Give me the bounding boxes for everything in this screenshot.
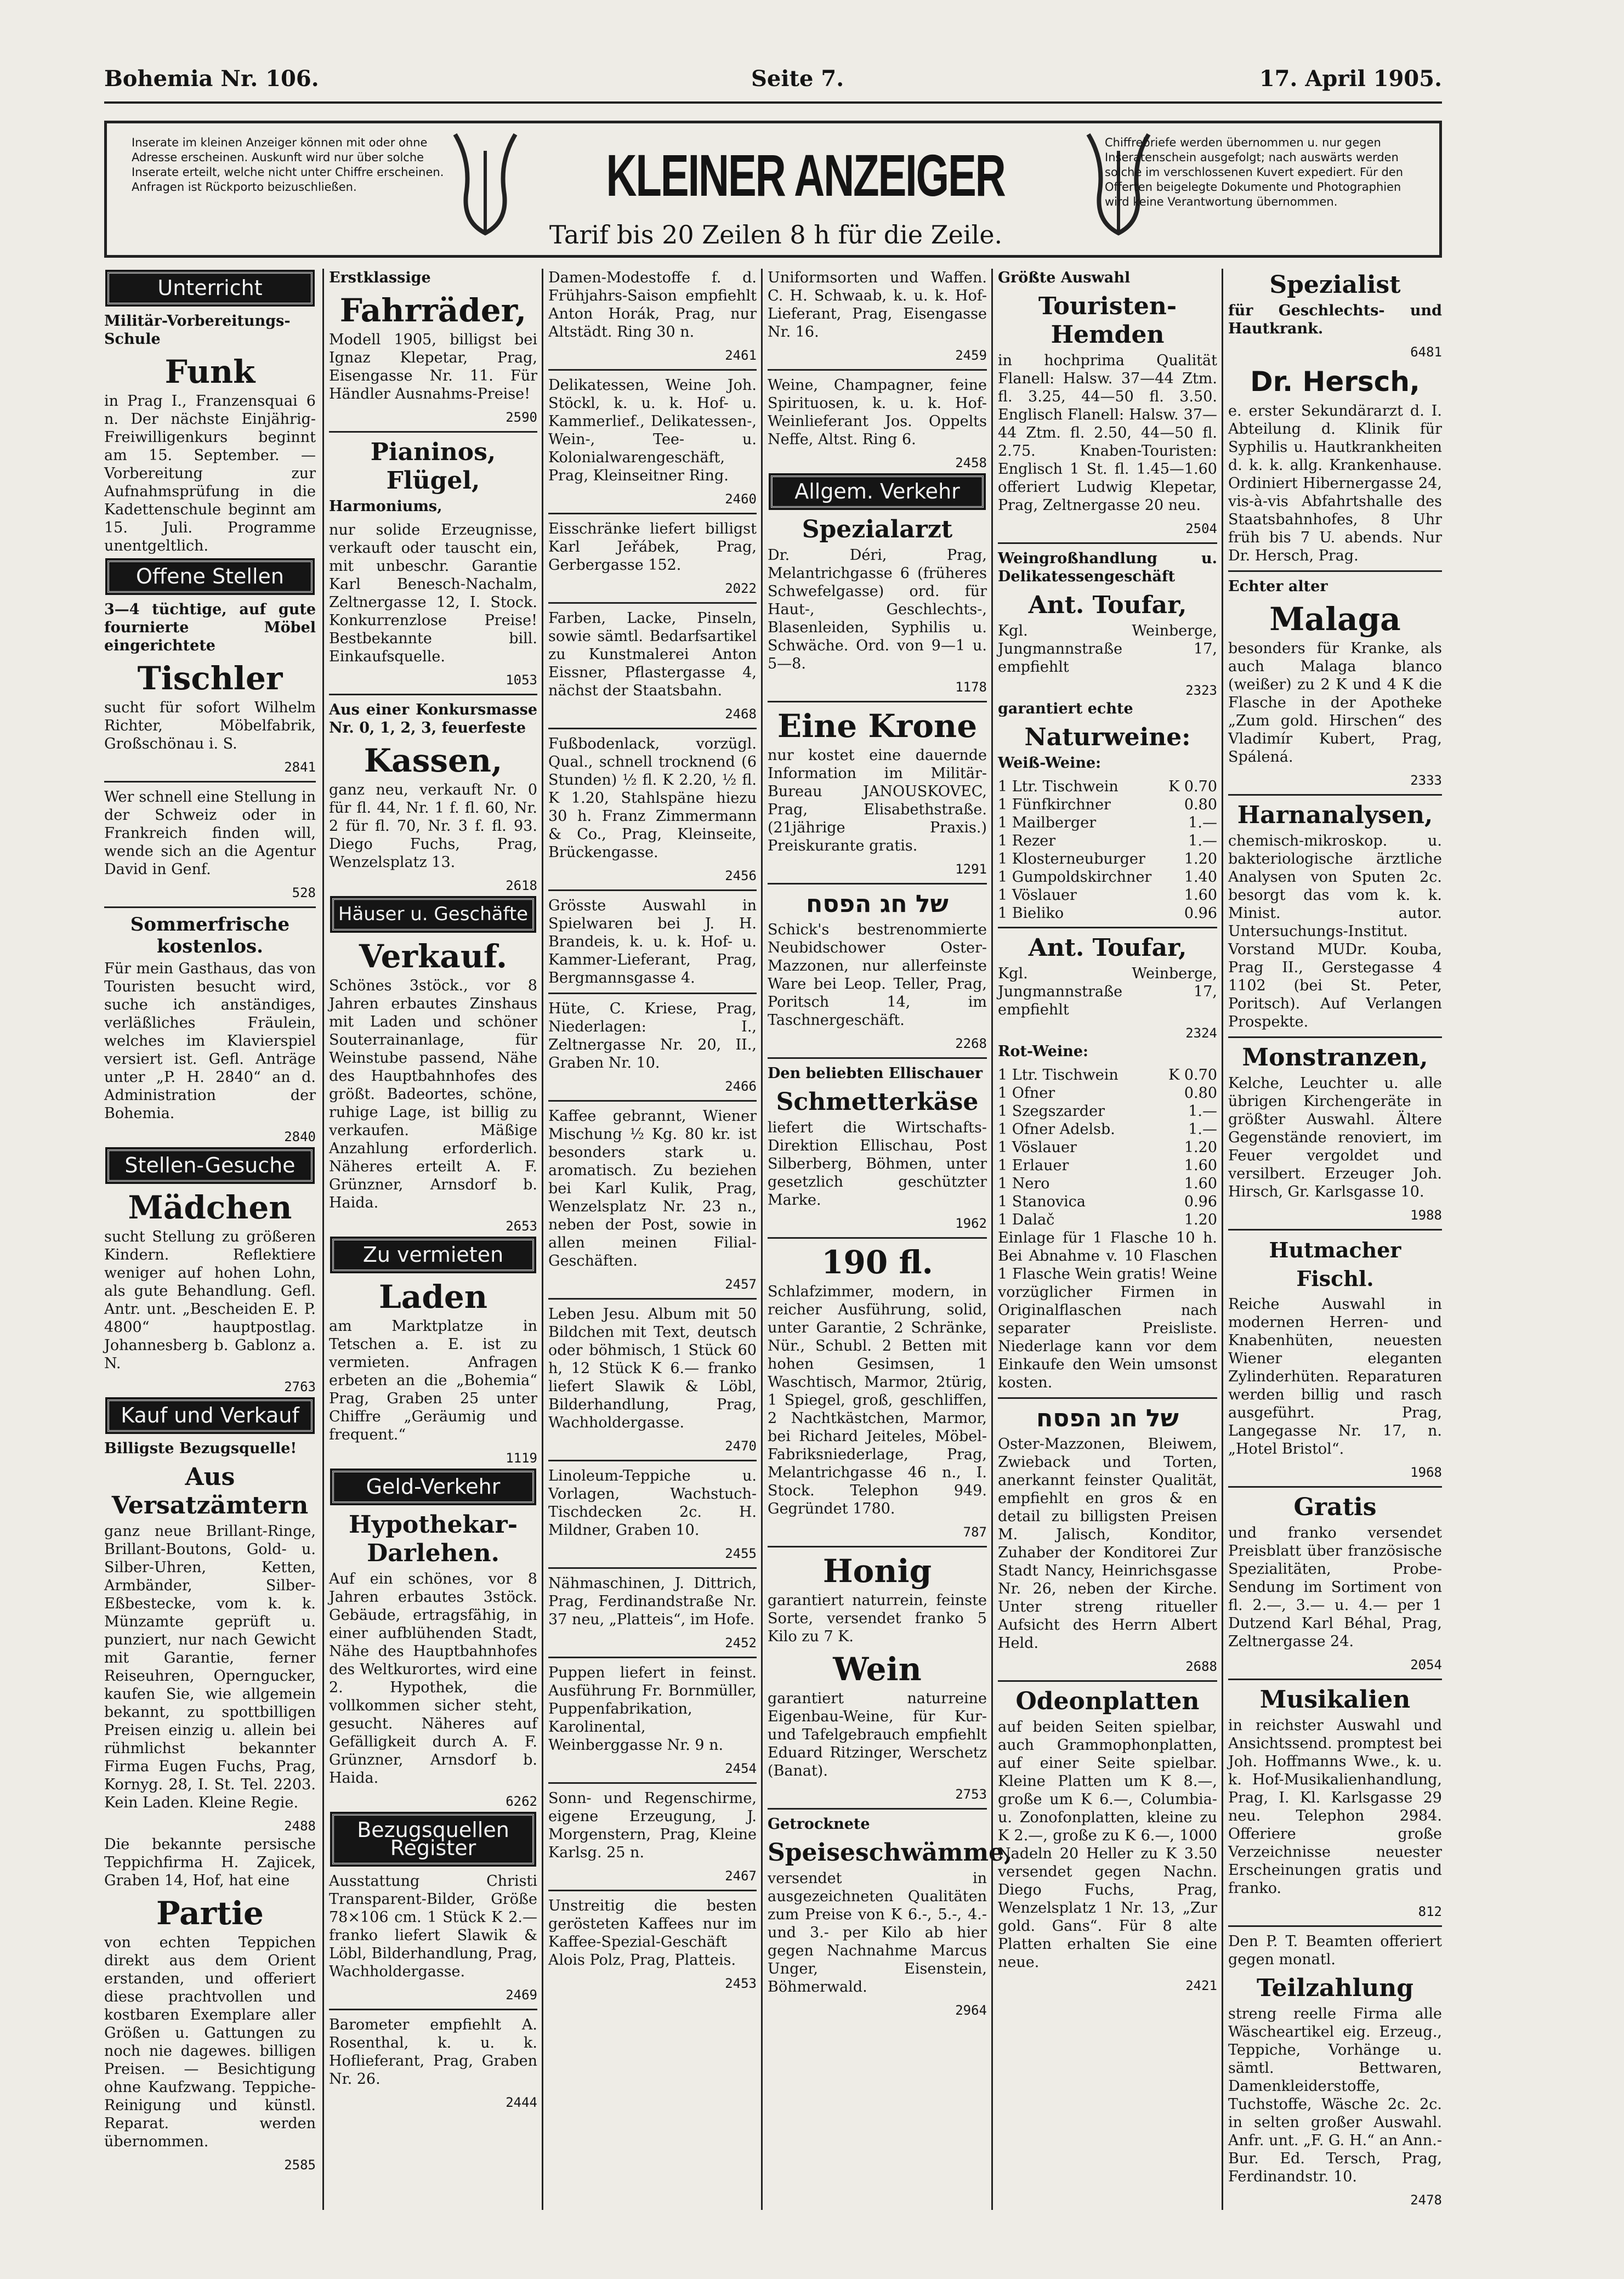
- ad-name: Odeonplatten: [1015, 1687, 1200, 1715]
- wine-price: 1.60: [1184, 887, 1217, 904]
- section-allgem-verkehr: Allgem. Verkehr: [771, 475, 984, 508]
- ad-number: 2469: [506, 1987, 537, 2003]
- banner-title: KLEINER ANZEIGER: [606, 142, 1005, 208]
- ad-text: Nähmaschinen, J. Dittrich, Prag, Ferdinandstraße Nr. 37 neu, „Platteis“, im Hofe.: [548, 1575, 757, 1628]
- wine-price: 1.—: [1188, 814, 1217, 831]
- wine-row: [998, 1066, 1217, 1084]
- ad-text: Grösste Auswahl in Spielwaren bei J. H. Brandeis, k. u. k. Hof- u. Kammer-Lieferant, Prag, Bergmannsgasse 4.: [548, 897, 757, 987]
- header-right: 17. April 1905.: [1259, 66, 1442, 92]
- ad-number: 2467: [725, 1868, 757, 1884]
- ad-name: 190 fl.: [821, 1244, 933, 1281]
- wine-row: [998, 1156, 1217, 1175]
- wine-name: 1 Ltr. Tischwein: [998, 778, 1118, 795]
- wine-row: [998, 1138, 1217, 1156]
- wine-list-title: Rot-Weine:: [998, 1043, 1088, 1060]
- ad-name: Ant. Toufar,: [1028, 591, 1187, 619]
- wine-name: 1 Vöslauer: [998, 887, 1077, 904]
- ad-divider: [548, 369, 757, 371]
- column-rule: [542, 269, 543, 2210]
- ad-name: Speiseschwämme,: [768, 1839, 1013, 1867]
- wine-price: 0.80: [1184, 796, 1217, 813]
- ad-name: Malaga: [1269, 600, 1401, 638]
- ad-divider: [104, 906, 316, 908]
- ad-number: 528: [292, 885, 316, 900]
- ad-text: nur solide Erzeugnisse, verkauft oder tauscht ein, mit unbeschr. Garantie Karl Benesch-Nachalm, Zeltnergasse 12, I. Stock. Konkurrenzlose Preise! Bestbekannte bill. Einkaufsquelle.: [329, 521, 537, 665]
- ad-text: Dr. Déri, Prag, Melantrichgasse 6 (früheres Schwefelgasse) ord. für Haut-, Geschlechts-, Blasenleiden, Syphilis u. Schwäche. Ord. von 9—1 u. 5—8.: [768, 547, 987, 672]
- ad-text: in Prag I., Franzensquai 6 n. Der nächste Einjährig-Freiwilligenkurs beginnt am 15. September. — Vorbereitung zur Aufnahmsprüfung in die Kadettenschule beginnt am 15. Juli. Programme unentgeltlich.: [104, 393, 316, 554]
- wine-name: 1 Rezer: [998, 832, 1056, 849]
- ad-name: של חג הפסח: [806, 890, 949, 918]
- ad-text: Farben, Lacke, Pinseln, sowie sämtl. Bedarfsartikel zu Kunstmalerei Anton Eissner, Pflastergasse 4, nächst der Staatsbahn.: [548, 610, 757, 699]
- column-rule: [991, 269, 993, 2210]
- banner-tariff: Tarif bis 20 Zeilen 8 h für die Zeile.: [549, 220, 1003, 250]
- ad-text: in reichster Auswahl und Ansichtssend. promptest bei Joh. Hoffmanns Wwe., k. u. k. Hof-Musikalienhandlung, Prag, I. Kl. Karlsgasse 29 neu. Telephon 2984. Offeriere große Verzeichnisse neuester Erscheinungen gratis und franko.: [1228, 1717, 1442, 1897]
- ad-number: 2688: [1185, 1659, 1217, 1674]
- wine-name: 1 Dalač: [998, 1211, 1055, 1228]
- banner-right-note: Chiffrebriefe werden übernommen u. nur gegen Inseratenschein ausgefolgt; nach auswärts werden solche im verschlossenen Kuvert expediert. Für den Offerten beigelegte Dokumente und Photographien wird keine Verantwortung übernommen.: [1105, 136, 1404, 208]
- ad-number: 2478: [1410, 2192, 1442, 2208]
- wine-row: [998, 796, 1217, 814]
- ad-divider: [329, 694, 537, 695]
- ad-divider: [768, 1237, 987, 1239]
- ad-number: 2460: [725, 491, 757, 507]
- ad-text: Damen-Modestoffe f. d. Frühjahrs-Saison empfiehlt Anton Horák, Prag, nur Altstädt. Ring 30 n.: [548, 269, 757, 341]
- wine-row: [998, 868, 1217, 886]
- header-rule: [104, 101, 1442, 104]
- ad-divider: [548, 1100, 757, 1102]
- ad-divider: [548, 1298, 757, 1300]
- ad-number: 2840: [284, 1129, 316, 1144]
- ad-name: Laden: [379, 1278, 487, 1316]
- ad-divider: [768, 1546, 987, 1547]
- ad-text: Schönes 3stöck., vor 8 Jahren erbautes Zinshaus mit Laden und schöner Souterrainanlage, für Weinstube passend, Nähe des Hauptbahnhofes des größt. Badeortes, schöne, ruhige Lage, ist billig zu verkaufen. Mäßige Anzahlung erforderlich. Näheres erteilt A. F. Grünzner, Arnsdorf b. Haida.: [329, 977, 537, 1211]
- wine-row: [998, 832, 1217, 850]
- ad-number: 6262: [506, 1794, 537, 1809]
- ad-text: Modell 1905, billigst bei Ignaz Klepetar, Prag, Eisengasse Nr. 11. Für Händler Ausnahms-Preise!: [329, 331, 537, 402]
- ad-text: Hüte, C. Kriese, Prag, Niederlagen: I., Zeltnergasse Nr. 20, II., Graben Nr. 10.: [548, 1000, 757, 1072]
- wine-name: 1 Fünfkirchner: [998, 796, 1111, 813]
- section-geld-verkehr: Geld-Verkehr: [332, 1471, 534, 1503]
- ad-number: 2323: [1185, 683, 1217, 698]
- ad-number: 2333: [1410, 773, 1442, 788]
- ad-number: 2454: [725, 1761, 757, 1776]
- ad-text: sucht für sofort Wilhelm Richter, Möbelfabrik, Großschönau i. S.: [104, 699, 316, 752]
- column-rule: [322, 269, 324, 2210]
- section-bezugsquellen-register: Bezugsquellen Register: [332, 1814, 534, 1864]
- ad-number: 2324: [1185, 1025, 1217, 1041]
- ad-lead: Echter alter: [1228, 578, 1328, 595]
- section-offene-stellen: Offene Stellen: [107, 560, 313, 593]
- ad-address: Kgl. Weinberge, Jungmannstraße 17, empfiehlt: [998, 965, 1217, 1018]
- wine-price: 1.20: [1184, 851, 1217, 868]
- column-1: [104, 269, 316, 2210]
- ad-divider: [1228, 1679, 1442, 1680]
- ad-text: versendet in ausgezeichneten Qualitäten zum Preise von K 6.-, 5.-, 4.- und 3.- per Kilo ab hier gegen Nachnahme Marcus Unger, Eisenstein, Böhmerwald.: [768, 1870, 987, 1995]
- wine-name: 1 Ofner Adelsb.: [998, 1121, 1115, 1138]
- column-3: [548, 269, 757, 2210]
- ad-text: Schlafzimmer, modern, in reicher Ausführung, solid, unter Garantie, 2 Schränke, Nür., Schubl. 2 Betten mit hohen Gesimsen, 1 Waschtisch, Marmor, 2türig, 1 Spiegel, groß, geschliffen, 2 Nachtkästchen, Marmor, bei Richard Jeiteles, Möbel-Fabriksniederlage, Prag, Melantrichgasse 46 n., I. Stock. Telephon 949. Gegründet 1780.: [768, 1283, 987, 1517]
- ad-text: Weine, Champagner, feine Spirituosen, k. u. k. Hof-Weinlieferant Jos. Oppelts Neffe, Altst. Ring 6.: [768, 377, 987, 448]
- wine-row: [998, 1102, 1217, 1120]
- ad-number: 812: [1418, 1904, 1442, 1919]
- ad-name: Touristen-Hemden: [1038, 292, 1177, 349]
- ad-name: Schmetterkäse: [776, 1088, 979, 1116]
- ad-text: Uniformsorten und Waffen. C. H. Schwaab, k. u. k. Hof-Lieferant, Prag, Eisengasse Nr. 16.: [768, 269, 987, 341]
- ad-divider: [1228, 1036, 1442, 1038]
- ad-divider: [548, 513, 757, 514]
- ad-text: Für mein Gasthaus, das von Touristen besucht wird, suche ich anständiges, verläßliches Fräulein, welches im Klavierspiel versiert ist. Gefl. Anträge unter „P. H. 2840“ an d. Administration der Bohemia.: [104, 960, 316, 1122]
- banner-left-note: Inserate im kleinen Anzeiger können mit oder ohne Adresse erscheinen. Auskunft wird nur über solche Inserate erteilt, welche nicht unter Chiffre erscheinen. Anfragen ist Rückporto beizuschließen.: [132, 136, 444, 194]
- section-haeuser-geschaefte: Häuser u. Geschäfte: [332, 898, 534, 931]
- ad-lead: Den beliebten Ellischauer: [768, 1065, 983, 1082]
- ad-number: 2470: [725, 1438, 757, 1454]
- ad-divider: [768, 701, 987, 702]
- ad-number: 2268: [955, 1036, 987, 1051]
- ad-number: 2618: [506, 878, 537, 893]
- ad-text: am Marktplatze in Tetschen a. E. ist zu vermieten. Anfragen erbeten an die „Bohemia“ Prag, Graben 25 unter Chiffre „Geräumig und frequent.“: [329, 1318, 537, 1443]
- ad-text: Barometer empfiehlt A. Rosenthal, k. u. k. Hoflieferant, Prag, Graben Nr. 26.: [329, 2016, 537, 2088]
- ad-number: 2452: [725, 1635, 757, 1651]
- ad-text: Kaffee gebrannt, Wiener Mischung ½ Kg. 80 kr. ist besonders stark u. aromatisch. Zu beziehen bei Karl Kulik, Prag, Wenzelsplatz Nr. 23 n., neben der Post, sowie in allen meinen Filial-Geschäften.: [548, 1108, 757, 1269]
- ad-lead: Weingroßhandlung u. Delikatessengeschäft: [998, 550, 1217, 585]
- ad-divider: [998, 542, 1217, 544]
- wine-price: K 0.70: [1168, 1067, 1217, 1084]
- ad-name: Kassen,: [364, 742, 503, 779]
- ad-number: 2964: [955, 2003, 987, 2018]
- ad-number: 1962: [955, 1216, 987, 1231]
- wine-price: 1.20: [1184, 1211, 1217, 1228]
- ad-name: Aus Versatzämtern: [111, 1463, 309, 1520]
- ad-text: Einlage für 1 Flasche 10 h. Bei Abnahme v. 10 Flaschen 1 Flasche Wein gratis! Weine vorzüglicher Firmen in Originalflaschen nach separater Preisliste. Niederlage kann vor dem Einkaufe den Wein umsonst kosten.: [998, 1229, 1217, 1391]
- ad-name: Hypothekar-Darlehen.: [349, 1511, 518, 1567]
- ad-number: 2453: [725, 1976, 757, 1991]
- section-stellen-gesuche: Stellen-Gesuche: [107, 1149, 313, 1182]
- ad-number: 2466: [725, 1079, 757, 1094]
- ad-divider: [998, 927, 1217, 928]
- ad-text: ganz neue Brillant-Ringe, Brillant-Boutons, Gold- u. Silber-Uhren, Ketten, Armbänder, Silber-Eßbestecke, vom k. k. Münzamte geprüft u. punziert, nur nach Gewicht mit Garantie, ferner Reiseuhren, Operngucker, kaufen Sie, wie allgemein bekannt, zu spottbilligen Preisen einzig u. allein bei rühmlichst bekannter Firma Eugen Fuchs, Prag, Kornyg. 28, I. St. Tel. 2203. Kein Laden. Kleine Regie.: [104, 1523, 316, 1811]
- section-kauf-verkauf: Kauf und Verkauf: [107, 1399, 313, 1432]
- ad-number: 1119: [506, 1450, 537, 1466]
- wine-price: 1.—: [1188, 1121, 1217, 1138]
- ad-divider: [1228, 1486, 1442, 1488]
- ad-text: sucht Stellung zu größeren Kindern. Reflektiere weniger auf hohen Lohn, als gute Behandlung. Gefl. Antr. unt. „Bescheiden E. P. 4800“ hauptpostlag. Johannesberg b. Gablonz a. N.: [104, 1228, 316, 1372]
- ad-text: Schick's bestrenommierte Neubidschower Oster-Mazzonen, nur allerfeinste Ware bei Leop. Teller, Prag, Poritsch 14, im Taschnergeschäft.: [768, 921, 987, 1029]
- column-6: [1228, 269, 1442, 2210]
- wine-row: [998, 850, 1217, 868]
- wine-price: 0.96: [1184, 905, 1217, 922]
- wine-row: [998, 886, 1217, 904]
- wine-name: 1 Bieliko: [998, 905, 1064, 922]
- ad-number: 2456: [725, 868, 757, 883]
- ad-text: garantiert naturreine Eigenbau-Weine, für Kur- und Tafelgebrauch empfiehlt Eduard Ritzinger, Werschetz (Banat).: [768, 1690, 987, 1779]
- ad-name: Eine Krone: [777, 707, 978, 745]
- ad-divider: [548, 993, 757, 994]
- ad-lead: Die bekannte persische Teppichfirma H. Zajicek, Graben 14, Hof, hat eine: [104, 1836, 316, 1889]
- ad-number: 2468: [725, 706, 757, 722]
- ad-number: 2585: [284, 2157, 316, 2173]
- ad-divider: [768, 1057, 987, 1059]
- ad-name: Ant. Toufar,: [1028, 934, 1187, 962]
- ad-text: Puppen liefert in feinst. Ausführung Fr. Bornmüller, Puppenfabrikation, Karolinental, Weinberggasse Nr. 9 n.: [548, 1664, 757, 1754]
- ad-divider: [329, 431, 537, 433]
- kleiner-anzeiger-banner: [104, 121, 1442, 258]
- ad-divider: [104, 781, 316, 783]
- red-wine-list: [998, 1066, 1217, 1229]
- ad-text: ganz neu, verkauft Nr. 0 für fl. 44, Nr. 1 f. fl. 60, Nr. 2 für fl. 70, Nr. 3 f. fl. 93. Diego Fuchs, Prag, Wenzelsplatz 13.: [329, 781, 537, 871]
- white-wine-list: [998, 778, 1217, 922]
- wine-name: 1 Nero: [998, 1175, 1050, 1192]
- ad-name: Wein: [833, 1651, 922, 1688]
- ad-number: 6481: [1410, 344, 1442, 360]
- wine-row: [998, 814, 1217, 832]
- ad-text: e. erster Sekundärarzt d. I. Abteilung d. Klinik für Syphilis u. Hautkrankheiten d. k. k. allg. Krankenhause. Ordiniert Hibernergasse 24, vis-à-vis Abfahrtshalle des Staatsbahnhofes, 8 Uhr früh bis 7 U. abends. Nur Dr. Hersch, Prag.: [1228, 402, 1442, 564]
- ad-name: Pianinos, Flügel,: [370, 438, 496, 495]
- ad-divider: [329, 2009, 537, 2010]
- ad-name: Monstranzen,: [1242, 1044, 1428, 1072]
- ad-name: Hutmacher Fischl.: [1269, 1238, 1401, 1291]
- wine-name: 1 Ltr. Tischwein: [998, 1067, 1118, 1084]
- ad-name: Fahrräder,: [339, 292, 527, 329]
- ad-number: 2653: [506, 1218, 537, 1234]
- wine-name: 1 Szegszarder: [998, 1103, 1105, 1120]
- wine-name: 1 Klosterneuburger: [998, 851, 1145, 868]
- ad-divider: [548, 1890, 757, 1891]
- ad-divider: [998, 1397, 1217, 1399]
- ad-number: 1291: [955, 861, 987, 877]
- column-4: [768, 269, 1013, 2210]
- ad-number: 2590: [506, 410, 537, 425]
- ad-number: 2753: [955, 1787, 987, 1802]
- ad-text: Kelche, Leuchter u. alle übrigen Kirchengeräte in größter Auswahl. Ältere Gegenstände renoviert, im Feuer vergoldet und versilbert. Erzeuger Joh. Hirsch, Gr. Karlsgasse 10.: [1228, 1075, 1442, 1200]
- ad-name: Naturweine:: [1024, 723, 1191, 751]
- wine-row: [998, 1175, 1217, 1193]
- ad-divider: [1228, 570, 1442, 572]
- wine-price: 1.—: [1188, 832, 1217, 849]
- ad-name: Sommerfrische kostenlos.: [130, 914, 290, 957]
- ad-lead: Erstklassige: [329, 269, 431, 286]
- ad-divider: [548, 889, 757, 891]
- newspaper-page: [104, 60, 1442, 2210]
- ad-divider: [768, 369, 987, 371]
- ad-number: 2054: [1410, 1657, 1442, 1673]
- ad-divider: [548, 602, 757, 604]
- ad-text: Sonn- und Regenschirme, eigene Erzeugung, J. Morgenstern, Prag, Kleine Karlsg. 25 n.: [548, 1790, 757, 1861]
- ad-name: Verkauf.: [359, 938, 508, 975]
- ad-sub: Harmoniums,: [329, 498, 442, 515]
- ad-number: 1178: [955, 679, 987, 695]
- wine-name: 1 Mailberger: [998, 814, 1097, 831]
- ad-name: Dr. Hersch,: [1250, 366, 1420, 398]
- ad-text: Ausstattung Christi Transparent-Bilder, Größe 78×106 cm. 1 Stück K 2.— franko liefert Slawik & Löbl, Bilderhandlung, Prag, Wachholdergasse.: [329, 1873, 537, 1980]
- section-zu-vermieten: Zu vermieten: [332, 1239, 534, 1271]
- wine-row: [998, 1193, 1217, 1211]
- ad-name: Harnanalysen,: [1237, 801, 1433, 829]
- ad-name: Musikalien: [1259, 1686, 1411, 1714]
- ad-number: 787: [963, 1524, 987, 1540]
- ad-name: Honig: [822, 1552, 932, 1590]
- wine-price: K 0.70: [1168, 778, 1217, 795]
- ad-text: liefert die Wirtschafts-Direktion Ellischau, Post Silberberg, Böhmen, unter gesetzlich geschützter Marke.: [768, 1119, 987, 1209]
- ad-line: Militär-Vorbereitungs-Schule: [104, 313, 291, 348]
- page-header: [104, 60, 1442, 104]
- wine-price: 1.20: [1184, 1139, 1217, 1156]
- wine-row: [998, 1211, 1217, 1229]
- ad-name: Spezialarzt: [802, 515, 953, 543]
- column-rule: [761, 269, 763, 2210]
- ad-text: in hochprima Qualität Flanell: Halsw. 37—44 Ztm. fl. 3.25, 44—50 fl. 3.50. Englisch Flanell: Halsw. 37—44 Ztm. fl. 2.50, 44—50 fl. 2.75. Knaben-Touristen: Englisch 1 St. fl. 1.45—1.60 offeriert Ludwig Klepetar, Prag, Zeltnergasse 20 neu.: [998, 352, 1217, 514]
- ad-text: Linoleum-Teppiche u. Vorlagen, Wachstuch-Tischdecken 2c. H. Mildner, Graben 10.: [548, 1467, 757, 1539]
- ad-text: Eisschränke liefert billigst Karl Jeřábek, Prag, Gerbergasse 152.: [548, 520, 757, 574]
- ad-divider: [548, 1782, 757, 1784]
- ad-text: auf beiden Seiten spielbar, auch Grammophonplatten, auf einer Seite spielbar. Kleine Platten um K 8.—, große um K 6.—, Columbia- u. Zonofonplatten, kleine zu K 2.—, große zu K 6.—, 1000 Nadeln 20 Heller zu K 3.50 versendet gegen Nachn. Diego Fuchs, Prag, Wenzelsplatz 1 Nr. 13, „Zur gold. Gans“. Für 8 alte Platten erhalten Sie eine neue.: [998, 1719, 1217, 1971]
- ad-name: Gratis: [1293, 1493, 1377, 1521]
- wine-name: 1 Erlauer: [998, 1157, 1069, 1174]
- ad-number: 2504: [1185, 521, 1217, 536]
- ad-divider: [768, 1808, 987, 1810]
- wine-price: 1.—: [1188, 1103, 1217, 1120]
- ad-divider: [1228, 1229, 1442, 1231]
- ad-text: besonders für Kranke, als auch Malaga blanco (weißer) zu 2 K und 4 K die Flasche in der Apotheke „Zum gold. Hirschen“ des Vladimír Kubert, Prag, Spálená.: [1228, 640, 1442, 766]
- wine-price: 1.40: [1184, 869, 1217, 886]
- ad-name: Funk: [164, 353, 255, 390]
- ad-number: 2459: [955, 348, 987, 363]
- ad-lead: Getrocknete: [768, 1816, 870, 1833]
- ad-number: 2022: [725, 581, 757, 596]
- wine-list-title: Weiß-Weine:: [998, 755, 1101, 772]
- ad-address: Kgl. Weinberge, Jungmannstraße 17, empfiehlt: [998, 622, 1217, 676]
- ad-lead: Aus einer Konkursmasse Nr. 0, 1, 2, 3, feuerfeste: [329, 701, 537, 736]
- ad-number: 2763: [284, 1379, 316, 1394]
- ad-sub: garantiert echte: [998, 700, 1133, 717]
- ad-divider: [548, 1460, 757, 1461]
- ad-text: Leben Jesu. Album mit 50 Bildchen mit Text, deutsch oder böhmisch, 1 Stück 60 h, 12 Stück K 6.— franko liefert Slawik & Löbl, Bilderhandlung, Prag, Wachholdergasse.: [548, 1306, 757, 1431]
- ad-divider: [1228, 1925, 1442, 1927]
- ad-name: Partie: [156, 1895, 264, 1932]
- ad-text: streng reelle Firma alle Wäscheartikel eig. Erzeug., Teppiche, Vorhänge u. sämtl. Bettwaren, Damenkleiderstoffe, Tuchstoffe, Wäsche 2c. 2c. in selten großer Auswahl. Anfr. unt. „F. G. H.“ an Ann.-Bur. Ed. Tersch, Prag, Ferdinandstr. 10.: [1228, 2005, 1442, 2185]
- wine-row: [998, 1120, 1217, 1138]
- ad-text: Oster-Mazzonen, Bleiwem, Zwieback und Torten, anerkannt feinster Qualität, empfiehlt en gros & en detail zu billigsten Preisen M. Jalisch, Konditor, Zuhaber der Konditorei Zur Stadt Nancy, Heinrichsgasse Nr. 26, neben der Kirche. Unter streng ritueller Aufsicht des Herrn Albert Held.: [998, 1436, 1217, 1652]
- ad-text: chemisch-mikroskop. u. bakteriologische ärztliche Analysen von Sputen 2c. besorgt das vom k. k. Minist. autor. Untersuchungs-Institut. Vorstand MUDr. Kouba, Prag II., Gerstegasse 4 1102 (bei St. Peter, Poritsch). Auf Verlangen Prospekte.: [1228, 832, 1442, 1030]
- ad-number: 1988: [1410, 1207, 1442, 1223]
- ad-name: Teilzahlung: [1256, 1974, 1414, 2002]
- ad-text: Delikatessen, Weine Joh. Stöckl, k. u. k. Hof- u. Kammerlief., Delikatessen-, Wein-, Tee- u. Kolonialwarengeschäft, Prag, Kleinseitner Ring.: [548, 377, 757, 484]
- ad-divider: [1228, 794, 1442, 796]
- wine-name: 1 Stanovica: [998, 1193, 1086, 1210]
- wine-name: 1 Ofner: [998, 1085, 1055, 1102]
- ad-text: nur kostet eine dauernde Information im Militär-Bureau JANOUSKOVEC, Prag, Elisabethstraße. (21jährige Praxis.) Preiskurante gratis.: [768, 747, 987, 854]
- ad-text: Reiche Auswahl in modernen Herren- und Knabenhüten, neuesten Wiener eleganten Zylinderhüten. Reparaturen werden billig und rasch ausgeführt. Prag, Langegasse Nr. 17, n. „Hotel Bristol“.: [1228, 1296, 1442, 1458]
- ad-lead: 3—4 tüchtige, auf gute fournierte Möbel eingerichtete: [104, 601, 316, 654]
- ad-number: 2458: [955, 455, 987, 470]
- header-left: Bohemia Nr. 106.: [104, 66, 319, 92]
- column-5: [998, 269, 1217, 2210]
- ad-number: 2841: [284, 759, 316, 775]
- ad-name: של חג הפסח: [1036, 1404, 1179, 1432]
- wine-price: 1.60: [1184, 1157, 1217, 1174]
- wine-row: [998, 778, 1217, 796]
- ad-name: Spezialist: [1269, 271, 1401, 299]
- ad-number: 1053: [506, 672, 537, 688]
- ad-divider: [548, 728, 757, 729]
- ad-divider: [548, 1657, 757, 1658]
- ad-number: 2421: [1185, 1978, 1217, 1993]
- ad-text: Auf ein schönes, vor 8 Jahren erbautes 3stöck. Gebäude, ertragsfähig, in einer aufblühenden Stadt, Nähe des Hauptbahnhofes des Weltkurortes, wird eine 2. Hypothek, die vollkommen sicher steht, gesucht. Näheres auf Gefälligkeit durch A. F. Grünzner, Arnsdorf b. Haida.: [329, 1571, 537, 1787]
- ad-divider: [548, 1567, 757, 1569]
- column-2: [329, 269, 537, 2210]
- ad-text: Unstreitig die besten gerösteten Kaffees nur im Kaffee-Spezial-Geschäft Alois Polz, Prag, Platteis.: [548, 1897, 757, 1969]
- ad-number: 2455: [725, 1546, 757, 1561]
- wine-name: 1 Vöslauer: [998, 1139, 1077, 1156]
- ad-lead: Den P. T. Beamten offeriert gegen monatl.: [1228, 1933, 1442, 1968]
- header-center: Seite 7.: [751, 66, 844, 92]
- wine-row: [998, 904, 1217, 922]
- ad-divider: [768, 883, 987, 885]
- wine-price: 1.60: [1184, 1175, 1217, 1192]
- ad-text: garantiert naturrein, feinste Sorte, versendet franko 5 Kilo zu 7 K.: [768, 1592, 987, 1645]
- ad-lead: Billigste Bezugsquelle!: [104, 1440, 297, 1457]
- ad-lead: Größte Auswahl: [998, 269, 1131, 286]
- ad-number: 2444: [506, 2095, 537, 2110]
- ad-name: Mädchen: [128, 1189, 292, 1226]
- wine-price: 0.80: [1184, 1085, 1217, 1102]
- section-unterricht: Unterricht: [107, 272, 313, 304]
- wine-price: 0.96: [1184, 1193, 1217, 1210]
- ad-text: von echten Teppichen direkt aus dem Orient erstanden, und offeriert diese prachtvollen und kostbaren Exemplare aller Größen u. Gattungen zu noch nie dagewes. billigen Preisen. — Besichtigung ohne Kaufzwang. Teppiche-Reinigung und künstl. Reparat. werden übernommen.: [104, 1934, 316, 2150]
- ad-text: und franko versendet Preisblatt über französische Spezialitäten, Probe-Sendung im Sortiment von fl. 2.—, 3.— u. 4.— per 1 Dutzend Karl Béhal, Prag, Zeltnergasse 24.: [1228, 1524, 1442, 1650]
- ad-number: 2461: [725, 348, 757, 363]
- column-rule: [1222, 269, 1223, 2210]
- ad-text: Wer schnell eine Stellung in der Schweiz oder in Frankreich finden will, wende sich an die Agentur David in Genf.: [104, 789, 316, 878]
- ad-name: Tischler: [137, 660, 283, 697]
- ad-number: 1968: [1410, 1465, 1442, 1480]
- ad-text: Fußbodenlack, vorzügl. Qual., schnell trocknend (6 Stunden) ½ fl. K 2.20, ½ fl. K 1.20, Stahlspäne hiezu 30 h. Franz Zimmermann & Co., Prag, Kleinseite, Brückengasse.: [548, 735, 757, 861]
- wine-row: [998, 1084, 1217, 1102]
- wine-name: 1 Gumpoldskirchner: [998, 869, 1152, 886]
- ad-divider: [998, 1680, 1217, 1682]
- ad-number: 2488: [284, 1818, 316, 1834]
- ad-lead: für Geschlechts- und Hautkrank.: [1228, 302, 1442, 337]
- ad-number: 2457: [725, 1277, 757, 1292]
